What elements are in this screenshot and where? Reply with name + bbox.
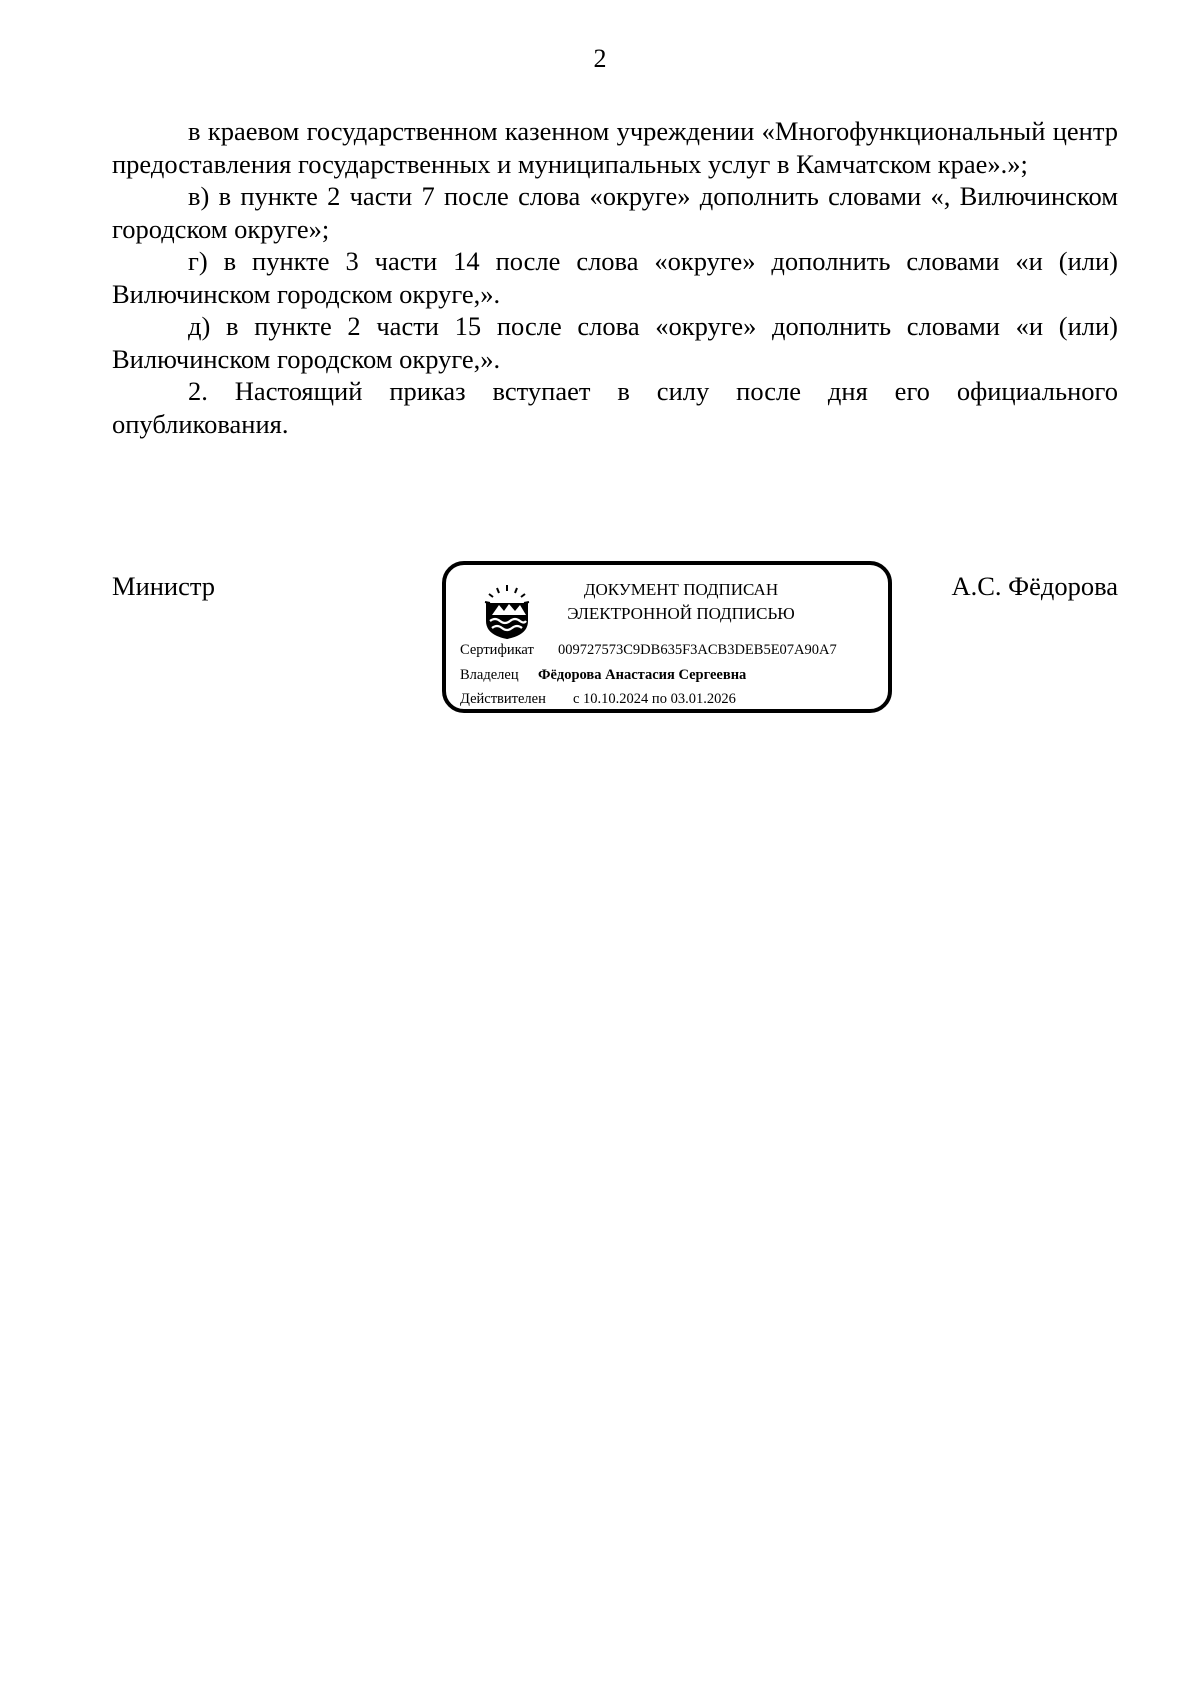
stamp-header bbox=[566, 578, 796, 626]
stamp-header-line1: ДОКУМЕНТ ПОДПИСАН bbox=[583, 580, 779, 599]
paragraph-mfc: в краевом государственном казенном учреждении «Многофункциональный центр предоставления государственных и муниципальных услуг в Камчатском крае».»; bbox=[112, 116, 1118, 179]
paragraph-effective-date: 2. Настоящий приказ вступает в силу после дня его официального опубликования. bbox=[112, 376, 1118, 439]
certificate-value: 009727573C9DB635F3ACB3DEB5E07A90A7 bbox=[558, 642, 837, 658]
signer-position: Министр bbox=[112, 571, 216, 601]
signature-block bbox=[112, 570, 1118, 740]
document-body bbox=[112, 115, 1118, 440]
stamp-owner-row bbox=[460, 666, 746, 684]
certificate-label: Сертификат bbox=[460, 642, 534, 658]
owner-label: Владелец bbox=[460, 667, 519, 683]
stamp-header-line2: ЭЛЕКТРОННОЙ ПОДПИСЬЮ bbox=[567, 604, 795, 623]
stamp-validity-row bbox=[460, 690, 736, 708]
signer-name: А.С. Фёдорова bbox=[951, 571, 1118, 601]
kamchatka-coat-of-arms-icon bbox=[480, 583, 534, 641]
paragraph-item-d: д) в пункте 2 части 15 после слова «округе» дополнить словами «и (или) Вилючинском городском округе,». bbox=[112, 311, 1118, 374]
owner-value: Фёдорова Анастасия Сергеевна bbox=[538, 667, 747, 683]
validity-label: Действителен bbox=[460, 691, 546, 707]
stamp-certificate-row bbox=[460, 641, 837, 659]
page-number: 2 bbox=[593, 44, 607, 73]
electronic-signature-stamp bbox=[442, 561, 892, 713]
paragraph-item-g: г) в пункте 3 части 14 после слова «округе» дополнить словами «и (или) Вилючинском городском округе,». bbox=[112, 246, 1118, 309]
validity-value: с 10.10.2024 по 03.01.2026 bbox=[573, 691, 736, 707]
paragraph-item-v: в) в пункте 2 части 7 после слова «округе» дополнить словами «, Вилючинском городском округе»; bbox=[112, 181, 1118, 244]
